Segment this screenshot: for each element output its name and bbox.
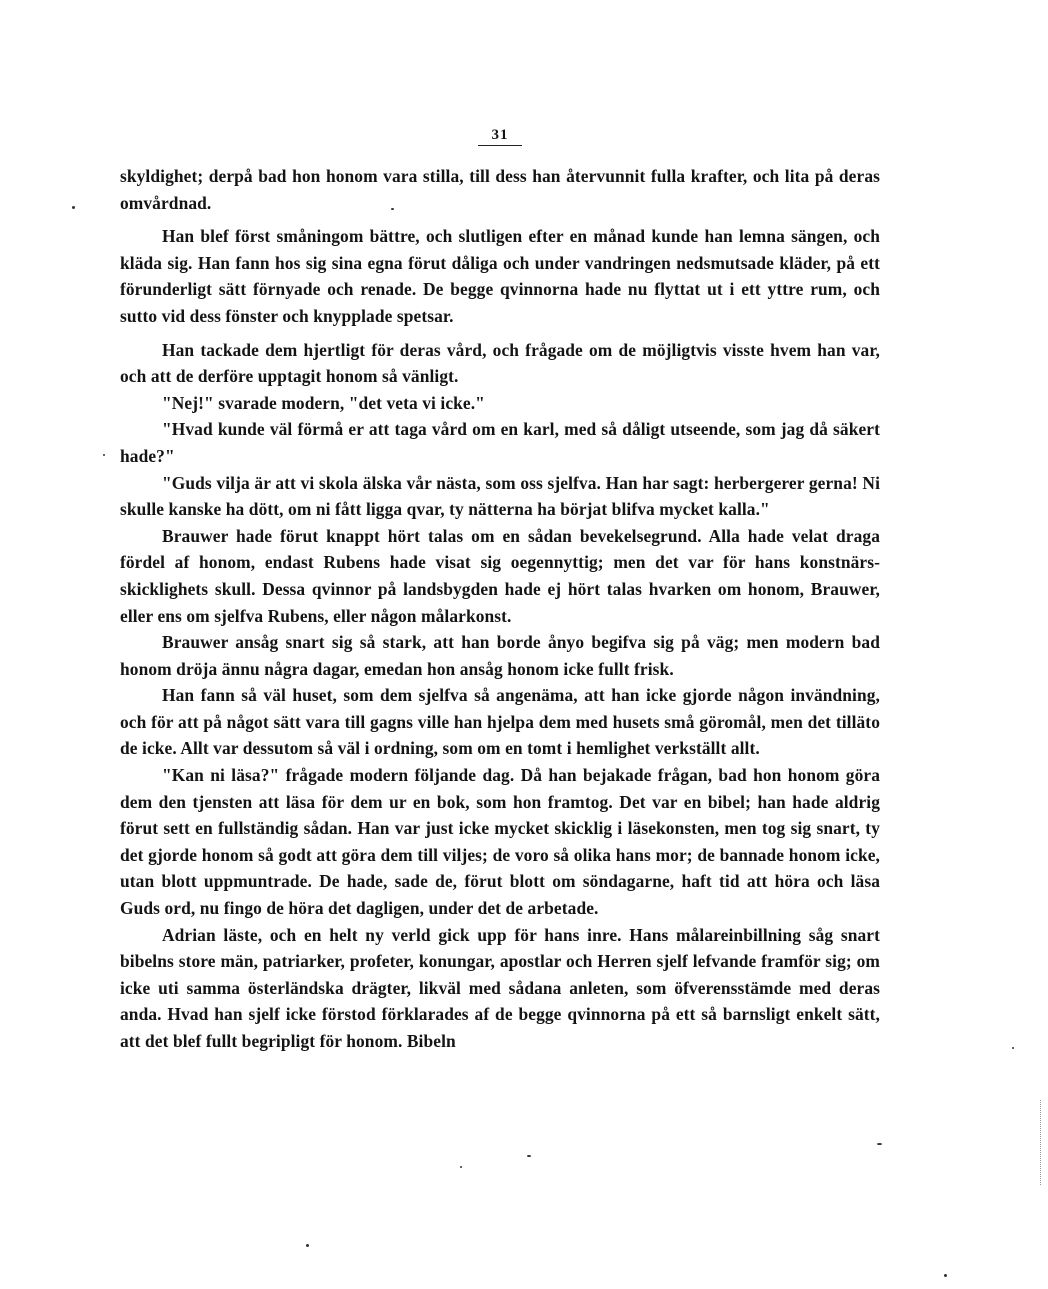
paragraph: Brauwer hade förut knappt hört talas om en sådan bevekelsegrund. Alla hade velat draga fördel af honom, endast Rubens hade visat sig oegennyttig; men det var för hans konstnärs-skicklighets skull. Dessa qvinnor på landsbygden hade ej hört talas hvarken om honom, Brauwer, eller ens om sjelfva Rubens, eller någon målarkonst. (120, 525, 880, 626)
paragraph: "Guds vilja är att vi skola älska vår nästa, som oss sjelfva. Han har sagt: herbergerer gerna! Ni skulle kanske ha dött, om ni fått ligga qvar, ty nätterna ha börjat blifva mycket kalla." (120, 472, 880, 520)
page-edge-mark (1040, 1100, 1043, 1185)
scan-speck (944, 1274, 947, 1277)
scan-speck (460, 1166, 462, 1168)
scan-speck (877, 1143, 882, 1145)
paragraph: Han fann så väl huset, som dem sjelfva så angenäma, att han icke gjorde någon invändning, och för att på något sätt vara till gagns ville han hjelpa dem med husets små göromål, men det tilläto de icke. Allt var dessutom så väl i ordning, som om en tomt i hemlighet verkställt allt. (120, 685, 880, 759)
body-text (120, 163, 880, 1055)
scan-speck (103, 454, 105, 456)
paragraph: Han blef först småningom bättre, och slutligen efter en månad kunde han lemna sängen, och kläda sig. Han fann hos sig sina egna förut dåliga och under vandringen nedsmutsade kläder, på ett förunderligt sätt förnyade och renade. De begge qvinnorna hade nu flyttat ut i ett yttre rum, och sutto vid dess fönster och knypplade spetsar. (120, 226, 880, 326)
scan-speck (72, 206, 75, 209)
paragraph: "Nej!" svarade modern, "det veta vi icke." (162, 392, 485, 413)
page-number-rule (478, 145, 522, 146)
paragraph: Adrian läste, och en helt ny verld gick upp för hans inre. Hans målareinbillning såg snart bibelns store män, patriarker, profeter, konungar, apostlar och Herren sjelf lefvande framför sig; om icke uti samma österländska drägter, likväl med sådana anleten, som öfverensstämde med deras anda. Hvad han sjelf icke förstod förklarades af de begge qvinnorna på ett så barnsligt enkelt sätt, att det blef fullt begripligt för honom. Bibeln (120, 924, 880, 1051)
scan-speck (306, 1244, 309, 1247)
paragraph: "Kan ni läsa?" frågade modern följande dag. Då han bejakade frågan, bad hon honom göra dem den tjensten att läsa för dem ur en bok, som hon framtog. Det var en bibel; han hade aldrig förut sett en fullständig sådan. Han var just icke mycket skicklig i läsekonsten, men tog sig snart, ty det gjorde honom så godt att göra dem till viljes; de voro så olika hans mor; de bannade honom icke, utan blott uppmuntrade. De hade, sade de, förut blott om söndagarne, haft tid att höra och läsa Guds ord, nu fingo de höra det dagligen, under det de arbetade. (120, 765, 880, 919)
scan-speck (391, 208, 394, 210)
paragraph: "Hvad kunde väl förmå er att taga vård om en karl, med så dåligt utseende, som jag då säkert hade?" (120, 419, 880, 466)
paragraph: skyldighet; derpå bad hon honom vara stilla, till dess han återvunnit fulla krafter, och lita på deras omvårdnad. (120, 166, 880, 213)
scan-speck (1012, 1047, 1014, 1049)
scan-speck (527, 1155, 531, 1157)
page-number-text: 31 (491, 127, 509, 143)
paragraph: Brauwer ansåg snart sig så stark, att han borde ånyo begifva sig på väg; men modern bad honom dröja ännu några dagar, emedan hon ansåg honom icke fullt frisk. (120, 632, 880, 679)
page-number (470, 127, 530, 146)
paragraph: Han tackade dem hjertligt för deras vård, och frågade om de möjligtvis visste hvem han var, och att de derföre upptagit honom så vänligt. (120, 339, 880, 387)
